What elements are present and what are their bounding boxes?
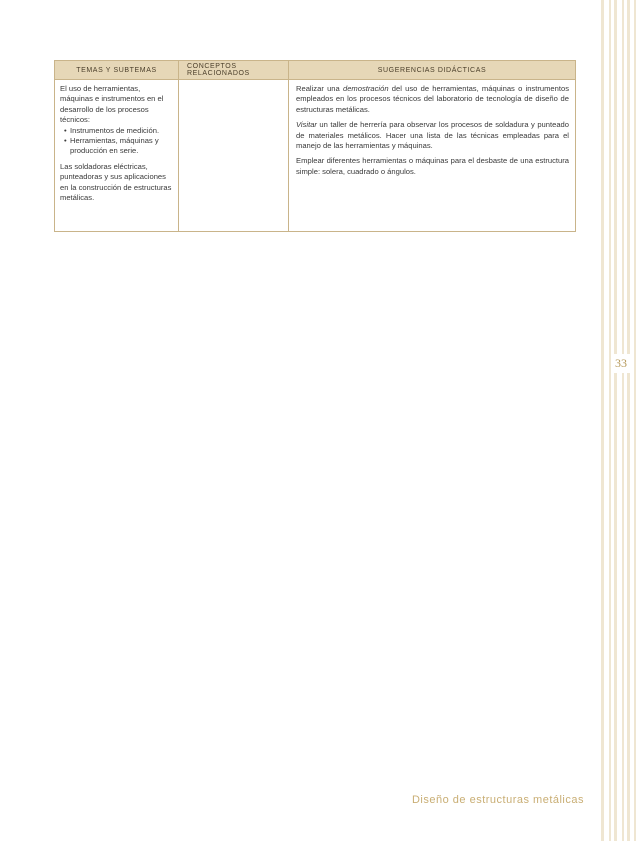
header-temas: TEMAS Y SUBTEMAS <box>55 61 179 79</box>
temas-bullet-list <box>60 126 172 157</box>
page-number: 33 <box>612 354 630 373</box>
temas-bullet-item: • Instrumentos de medición. <box>64 126 172 136</box>
temas-second: Las soldadoras eléctricas, punteadoras y sus aplicaciones en la construcción de estructuras metálicas. <box>60 161 172 203</box>
decorative-margin-stripes <box>598 0 638 841</box>
footer-title: Diseño de estructuras metálicas <box>411 794 584 806</box>
sugerencia-3: Emplear diferentes herramientas o máquinas para el desbaste de una estructura simple: solera, cuadrado o ángulos. <box>296 156 569 176</box>
cell-temas <box>55 80 179 232</box>
header-conceptos: CONCEPTOS RELACIONADOS <box>179 61 289 79</box>
sugerencia-1: Realizar una demostración del uso de herramientas, máquinas o instrumentos empleados en los procesos técnicos del laboratorio de tecnología de diseño de estructuras metálicas. <box>296 84 569 114</box>
content-table <box>54 60 576 232</box>
table-row <box>55 80 575 232</box>
cell-sugerencias <box>289 80 575 232</box>
sugerencia-2: Visitar un taller de herrería para observar los procesos de soldadura y punteado de materiales metálicos. Hacer una lista de las técnicas empleadas para el manejo de las herramientas y máquinas. <box>296 120 569 151</box>
temas-intro: El uso de herramientas, máquinas e instrumentos en el desarrollo de los procesos técnicos: <box>60 84 164 125</box>
temas-bullet-item: • Herramientas, máquinas y producción en serie. <box>64 136 172 157</box>
table-header <box>55 61 575 80</box>
header-sugerencias: SUGERENCIAS DIDÁCTICAS <box>377 66 487 74</box>
cell-conceptos <box>179 80 289 232</box>
